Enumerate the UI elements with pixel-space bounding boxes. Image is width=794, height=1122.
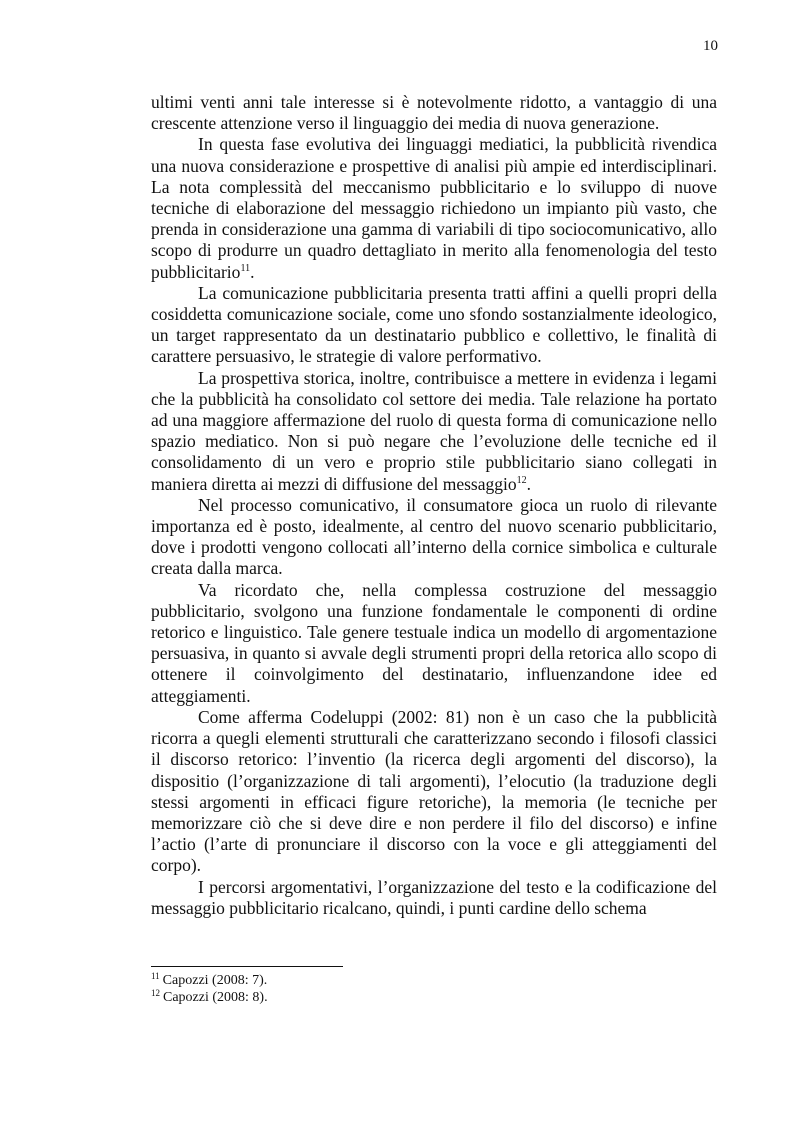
paragraph: La comunicazione pubblicitaria presenta tratti affini a quelli propri della cosiddetta comunicazione sociale, come uno sfondo sostanzialmente ideologico, un target rappresentato da un destinatario pubblico e collettivo, le finalità di carattere persuasivo, le strategie di valore performativo. [151, 282, 717, 367]
footnote-separator [151, 966, 343, 967]
page-number: 10 [703, 38, 718, 54]
footnote-text: Capozzi (2008: 7). [162, 973, 268, 988]
paragraph: Va ricordato che, nella complessa costruzione del messaggio pubblicitario, svolgono una funzione fondamentale le componenti di ordine retorico e linguistico. Tale genere testuale indica un modello di argomentazione persuasiva, in quanto si avvale degli strumenti propri della retorica allo scopo di ottenere il coinvolgimento del destinatario, influenzandone idee ed atteggiamenti. [151, 579, 717, 706]
paragraph: In questa fase evolutiva dei linguaggi mediatici, la pubblicità rivendica una nuova considerazione e prospettive di analisi più ampie ed interdisciplinari. La nota complessità del meccanismo pubblicitario e lo sviluppo di nuove tecniche di elaborazione del messaggio richiedono un impianto più vasto, che prenda in considerazione una gamma di variabili di tipo sociocomunicativo, allo scopo di produrre un quadro dettagliato in merito alla fenomenologia del testo pubblicitario$^{11}$. [151, 134, 717, 282]
footnote [151, 989, 717, 1006]
footnote-text: Capozzi (2008: 8). [163, 990, 268, 1005]
footnote [151, 972, 717, 989]
paragraph: Come afferma Codeluppi (2002: 81) non è un caso che la pubblicità ricorra a quegli elementi strutturali che caratterizzano secondo i filosofi classici il discorso retorico: l’inventio (la ricerca degli argomenti del discorso), la dispositio (l’organizzazione di tali argomenti), l’elocutio (la traduzione degli stessi argomenti in efficaci figure retoriche), la memoria (le tecniche per memorizzare ciò che si deve dire e non perdere il filo del discorso) e infine l’actio (l’arte di pronunciare il discorso con la voce e gli atteggiamenti del corpo). [151, 706, 717, 876]
body-text [151, 92, 717, 919]
paragraph: La prospettiva storica, inoltre, contribuisce a mettere in evidenza i legami che la pubblicità ha consolidato col settore dei media. Tale relazione ha portato ad una maggiore affermazione del ruolo di questa forma di comunicazione nello spazio mediatico. Non si può negare che l’evoluzione delle tecniche ed il consolidamento di un vero e proprio stile pubblicitario siano collegati in maniera diretta ai mezzi di diffusione del messaggio$^{12}$. [151, 367, 717, 494]
footnote-reference[interactable]: 12 [516, 474, 527, 486]
paragraph: Nel processo comunicativo, il consumatore gioca un ruolo di rilevante importanza ed è posto, idealmente, al centro del nuovo scenario pubblicitario, dove i prodotti vengono collocati all’interno della cornice simbolica e culturale creata dalla marca. [151, 494, 717, 579]
footnote-reference[interactable]: 11 [240, 262, 251, 274]
paragraph: ultimi venti anni tale interesse si è notevolmente ridotto, a vantaggio di una crescente attenzione verso il linguaggio dei media di nuova generazione. [151, 92, 717, 134]
footnotes [151, 972, 717, 1006]
footnote-number: 12 [151, 988, 160, 998]
footnote-number: 11 [151, 971, 160, 981]
paragraph: I percorsi argomentativi, l’organizzazione del testo e la codificazione del messaggio pubblicitario ricalcano, quindi, i punti cardine dello schema [151, 876, 717, 918]
